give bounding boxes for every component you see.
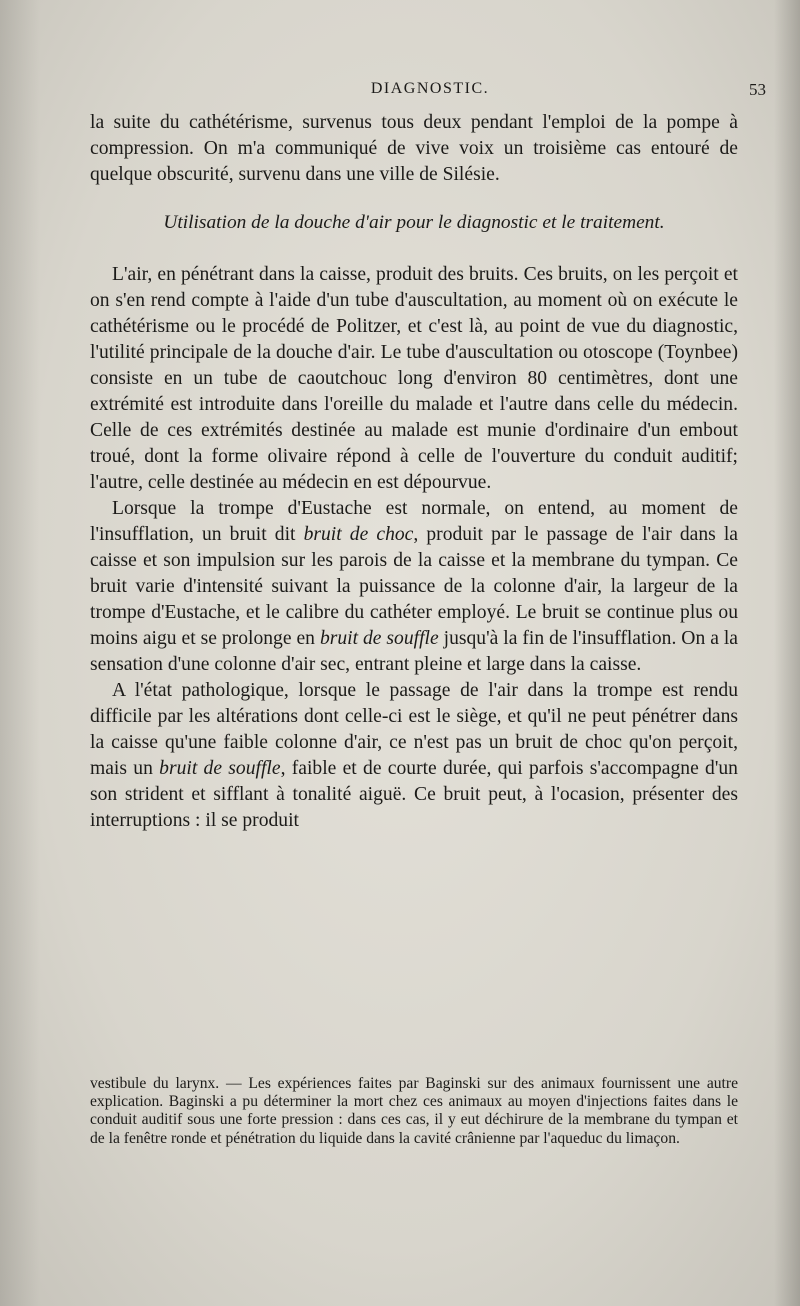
paragraph-auscultation: L'air, en pénétrant dans la caisse, produit des bruits. Ces bruits, on les perçoit et on s'en rend compte à l'aide d'un tube d'auscultation, au moment où on exécute le cathétérisme ou le procédé de Politzer, et c'est là, au point de vue du diagnostic, l'utilité principale de la douche d'air. Le tube d'auscultation ou otoscope (Toynbee) consiste en un tube de caoutchouc long d'environ 80 centimètres, dont une extrémité est introduite dans l'oreille du malade et l'autre dans celle du médecin. Celle de ces extrémités destinée au malade est munie d'ordinaire d'un embout troué, dont la forme olivaire répond à celle de l'ouverture du conduit auditif; l'autre, celle destinée au médecin en est dépourvue.: [90, 264, 738, 493]
left-page-shadow: [0, 0, 40, 1306]
page-header: [90, 79, 770, 107]
italic-term-bruit-de-choc: bruit de choc: [303, 524, 414, 545]
paragraph-continuation: la suite du cathétérisme, survenus tous deux pendant l'emploi de la pompe à compression. On m'a communiqué de vive voix un troisième cas entouré de quelque obscurité, survenu dans une ville de Silésie.: [90, 112, 738, 185]
footnote: [90, 1075, 738, 1148]
footnote-text: vestibule du larynx. — Les expériences faites par Baginski sur des animaux fournissent une autre explication. Baginski a pu déterminer la mort chez ces animaux au moyen d'injections faites dans le conduit auditif sous une forte pression : dans ces cas, il y eut déchirure de la membrane du tympan et de la fenêtre ronde et pénétration du liquide dans la cavité crânienne par l'aqueduc du limaçon.: [90, 1075, 738, 1147]
paragraph-text: A l'état pathologique, lorsque le passage de l'air dans la trompe est rendu difficile par les altérations dont celle-ci est le siège, et qu'il ne peut pénétrer dans la caisse qu'une faible colonne d'air, ce n'est pas un bruit de choc qu'on perçoit, mais un: [90, 680, 738, 779]
paragraph-pathologic: [90, 678, 738, 834]
italic-term-bruit-de-souffle: bruit de souffle: [159, 758, 281, 779]
right-page-shadow: [774, 0, 800, 1306]
page-number: 53: [749, 80, 766, 99]
body-text: [90, 110, 738, 834]
section-heading: Utilisation de la douche d'air pour le diagnostic et le traitement.: [163, 212, 665, 233]
paragraph-text: , faible et de courte durée, qui parfois s'accompagne d'un son strident et sifflant à tonalité aiguë. Ce bruit peut, à l'ocasion, présenter des interruptions : il se produit: [90, 758, 738, 831]
paragraph-text: , produit par le passage de l'air dans la caisse et son impulsion sur les parois de la caisse et la membrane du tympan. Ce bruit varie d'intensité suivant la puissance de la colonne d'air, la largeur de la trompe d'Eustache, et le calibre du cathéter employé. Le bruit se continue plus ou moins aigu et se prolonge en: [90, 524, 739, 649]
paragraph-text: Lorsque la trompe d'Eustache est normale, on entend, au moment de l'insufflation, un bruit dit: [90, 498, 738, 545]
paragraph-normal-trompe: [90, 496, 738, 678]
running-title: DIAGNOSTIC.: [370, 80, 490, 97]
paragraph-text: jusqu'à la fin de l'insufflation. On a la sensation d'une colonne d'air sec, entrant pleine et large dans la caisse.: [90, 628, 738, 675]
italic-term-bruit-de-souffle: bruit de souffle: [319, 628, 439, 649]
